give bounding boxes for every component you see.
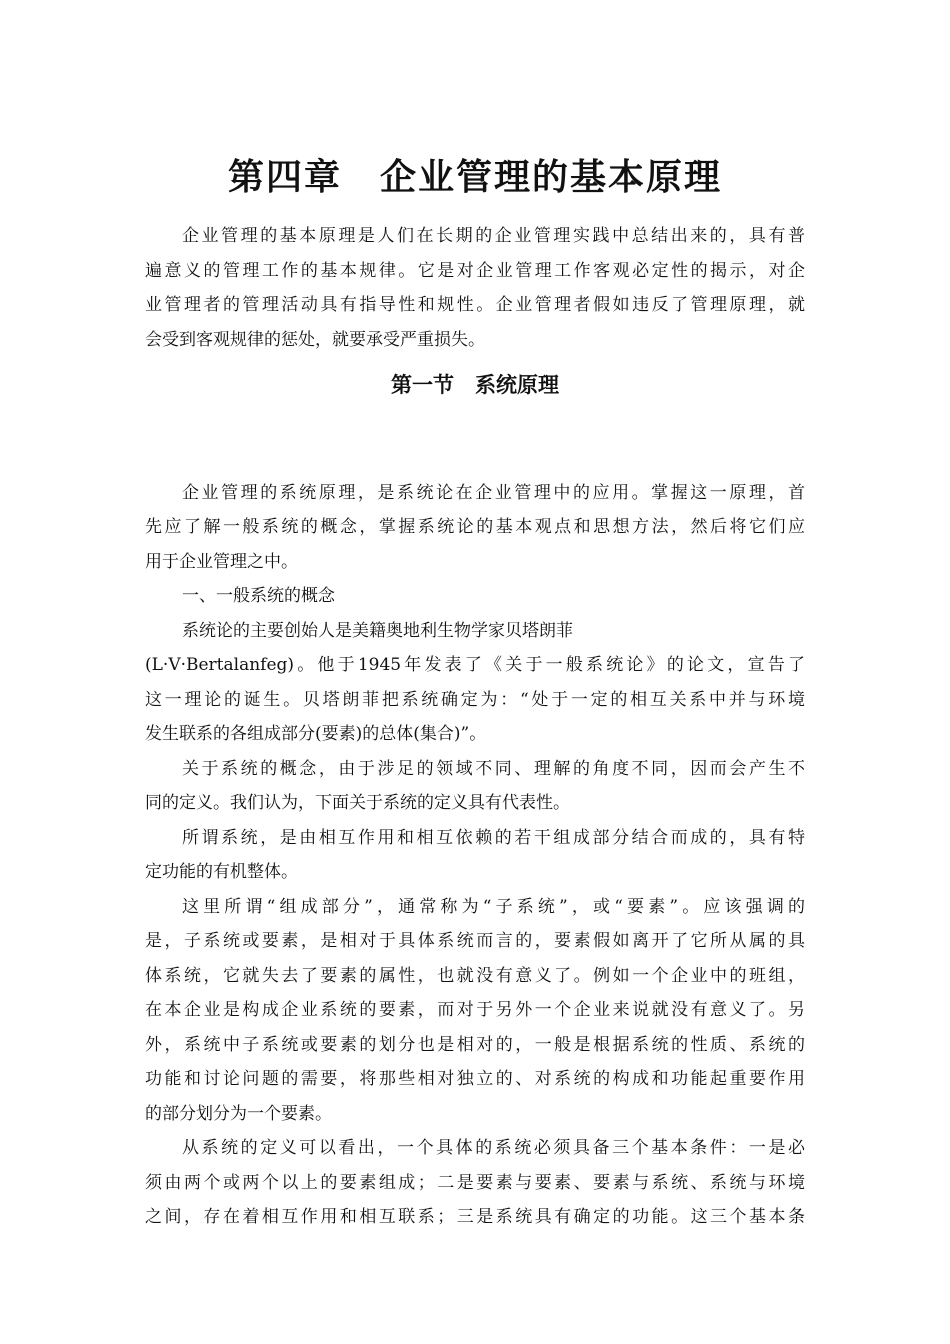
text-line: 关于系统的概念，由于涉足的领域不同、理解的角度不同，因而会产生不 [182, 758, 805, 779]
text-line: 同的定义。我们认为，下面关于系统的定义具有代表性。 [145, 793, 570, 813]
text-line: 在本企业是构成企业系统的要素，而对于另外一个企业来说就没有意义了。另 [145, 1000, 805, 1020]
text-line: 企业管理的系统原理，是系统论在企业管理中的应用。掌握这一原理，首 [182, 482, 805, 503]
section-title: 第一节 系统原理 [391, 373, 559, 397]
text-line: 发生联系的各组成部分(要素)的总体(集合)”。 [145, 724, 487, 744]
text-line: 所谓系统，是由相互作用和相互依赖的若干组成部分结合而成的，具有特 [182, 827, 805, 848]
text-line: 先应了解一般系统的概念，掌握系统论的基本观点和思想方法，然后将它们应 [145, 517, 805, 537]
text-line: 外，系统中子系统或要素的划分也是相对的，一般是根据系统的性质、系统的 [145, 1034, 805, 1055]
text-line: 功能和讨论问题的需要，将那些相对独立的、对系统的构成和功能起重要作用 [145, 1069, 805, 1089]
text-line: 遍意义的管理工作的基本规律。它是对企业管理工作客观必定性的揭示，对企 [145, 260, 805, 281]
text-line: 业管理者的管理活动具有指导性和规性。企业管理者假如违反了管理原理，就 [145, 295, 805, 315]
text-line: 的部分划分为一个要素。 [145, 1103, 332, 1124]
text-line: 会受到客观规律的惩处，就要承受严重损失。 [145, 329, 485, 350]
blank-line [145, 441, 805, 476]
text-line: 这一理论的诞生。贝塔朗菲把系统确定为：“处于一定的相互关系中并与环境 [145, 689, 805, 710]
text-line: 定功能的有机整体。 [145, 862, 298, 882]
chapter-title: 第四章 企业管理的基本原理 [227, 157, 722, 198]
text-line: 系统论的主要创始人是美籍奥地利生物学家贝塔朗菲 [182, 620, 573, 641]
text-line: (L·V·Bertalanfeg)。他于1945年发表了《关于一般系统论》的论文，宣告了 [145, 655, 805, 675]
text-line: 从系统的定义可以看出，一个具体的系统必须具备三个基本条件：一是必 [182, 1138, 805, 1158]
intro-paragraph [145, 219, 805, 357]
text-line: 须由两个或两个以上的要素组成；二是要素与要素、要素与系统、系统与环境 [145, 1172, 805, 1193]
body-text [145, 441, 805, 1235]
text-line: 体系统，它就失去了要素的属性，也就没有意义了。例如一个企业中的班组， [145, 965, 805, 986]
text-line: 之间，存在着相互作用和相互联系；三是系统具有确定的功能。这三个基本条 [145, 1207, 805, 1227]
text-line: 是，子系统或要素，是相对于具体系统而言的，要素假如离开了它所从属的具 [145, 931, 805, 951]
subheading-line: 一、一般系统的概念 [182, 586, 335, 606]
text-line: 企业管理的基本原理是人们在长期的企业管理实践中总结出来的，具有普 [182, 226, 805, 246]
text-line: 这里所谓“组成部分”，通常称为“子系统”，或“要素”。应该强调的 [182, 896, 805, 917]
text-line: 用于企业管理之中。 [145, 551, 298, 572]
